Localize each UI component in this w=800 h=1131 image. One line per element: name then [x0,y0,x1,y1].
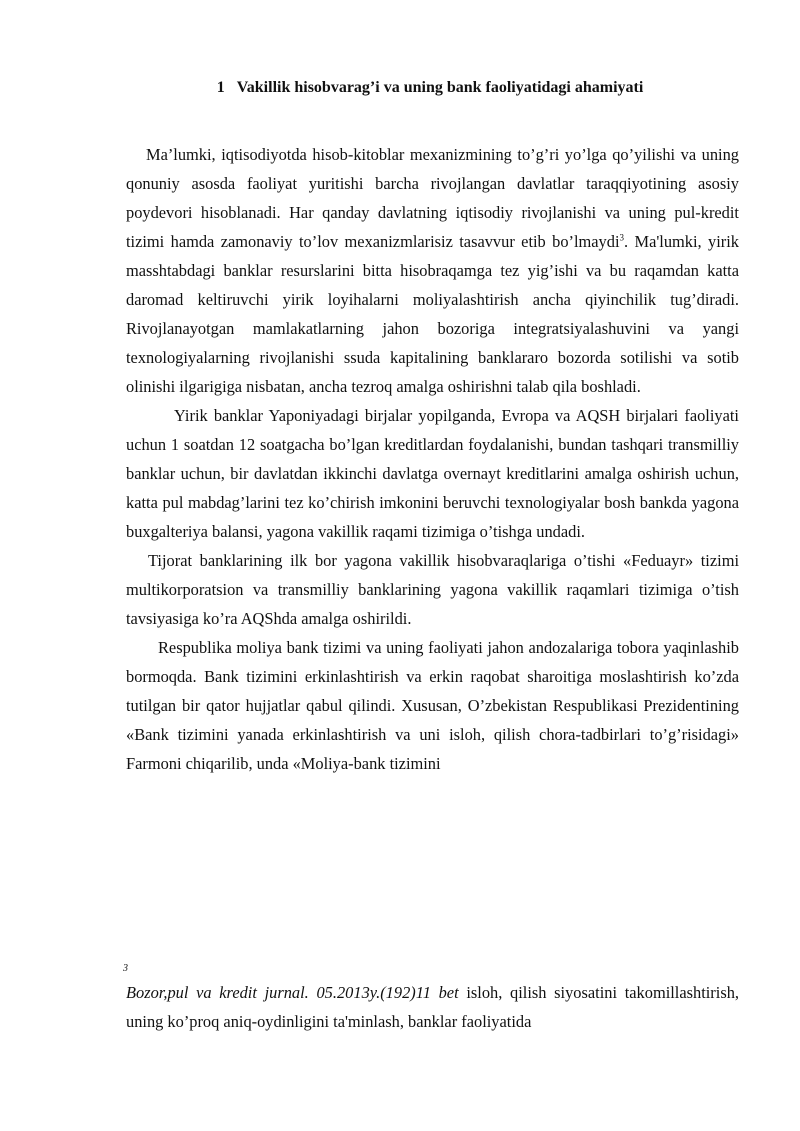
section-heading [120,77,740,99]
continuation-text: isloh, qilish siyosatini takomillashtirish, uning ko’proq aniq-oydinligini ta'minlash, banklar faoliyatida [126,983,739,1031]
paragraph-1-text-start: Ma’lumki, iqtisodiyotda hisob-kitoblar mexanizmining to’g’ri yo’lga qo’yilishi va uning qonuniy asosda faoliyat yuritishi barcha rivojlangan davlatlar taraqqiyotining asosiy poydevori hisoblanadi. Har qanday davlatning iqtisodiy rivojlanishi va uning pul-kredit tizimi hamda zamonaviy to’lov mexanizmlarisiz tasavvur etib bo’lmaydi [126,145,739,251]
footnote-number: 3 [123,963,128,974]
paragraph-1-text-end: . Ma'lumki, yirik masshtabdagi banklar resurslarini bitta hisobraqamga tez yig’ishi va bu raqamdan katta daromad keltiruvchi yirik loyihalarni moliyalashtirish ancha qiyinchilik tug’diradi. Rivojlanayotgan mamlakatlarning jahon bozoriga integratsiyalashuvini va yangi texnologiyalarning rivojlanishi ssuda kapitalining banklararo bozorda sotilishi va sotib olinishi ilgarigiga nisbatan, ancha tezroq amalga oshirishni talab qila boshladi. [126,232,739,396]
footnote-reference-text: Bozor,pul va kredit jurnal. 05.2013y.(192)11 bet [126,983,459,1002]
paragraph-3: Tijorat banklarining ilk bor yagona vakillik hisobvaraqlariga o’tishi «Feduayr» tizimi multikorporatsion va transmilliy banklarining yagona vakillik raqamlari tizimiga o’tish tavsiyasiga ko’ra AQShda amalga oshirildi. [126,551,739,628]
footnote-line [126,978,739,1036]
footnote-reference: 3 [619,232,625,243]
paragraph-2: Yirik banklar Yaponiyadagi birjalar yopilganda, Evropa va AQSH birjalari faoliyati uchun 1 soatdan 12 soatgacha bo’lgan kreditlardan foydalanishi, bundan tashqari transmilliy banklar uchun, bir davlatdan ikkinchi davlatga overnayt kreditlarini amalga oshirish uchun, katta pul mabdag’larini tez ko’chirish imkonini beruvchi texnologiyalar bosh bankda yagona buxgalteriya balansi, yagona vakillik raqami tizimiga o’tishga undadi. [126,406,739,541]
section-number: 1 [216,79,225,96]
paragraph-4: Respublika moliya bank tizimi va uning faoliyati jahon andozalariga tobora yaqinlashib bormoqda. Bank tizimini erkinlashtirish va erkin raqobat sharoitiga moslashtirish ko’zda tutilgan bir qator hujjatlar qabul qilindi. Xususan, O’zbekistan Respublikasi Prezidentining «Bank tizimini yanada erkinlashtirish va uni isloh, qilish chora-tadbirlari to’g’risidagi» Farmoni chiqarilib, unda «Moliya-bank tizimini [126,638,739,773]
footnote-block [126,978,739,1036]
body-text [126,140,739,778]
paragraph-1 [126,140,739,401]
section-title: Vakillik hisobvarag’i va uning bank faoliyatidagi ahamiyati [236,79,644,96]
